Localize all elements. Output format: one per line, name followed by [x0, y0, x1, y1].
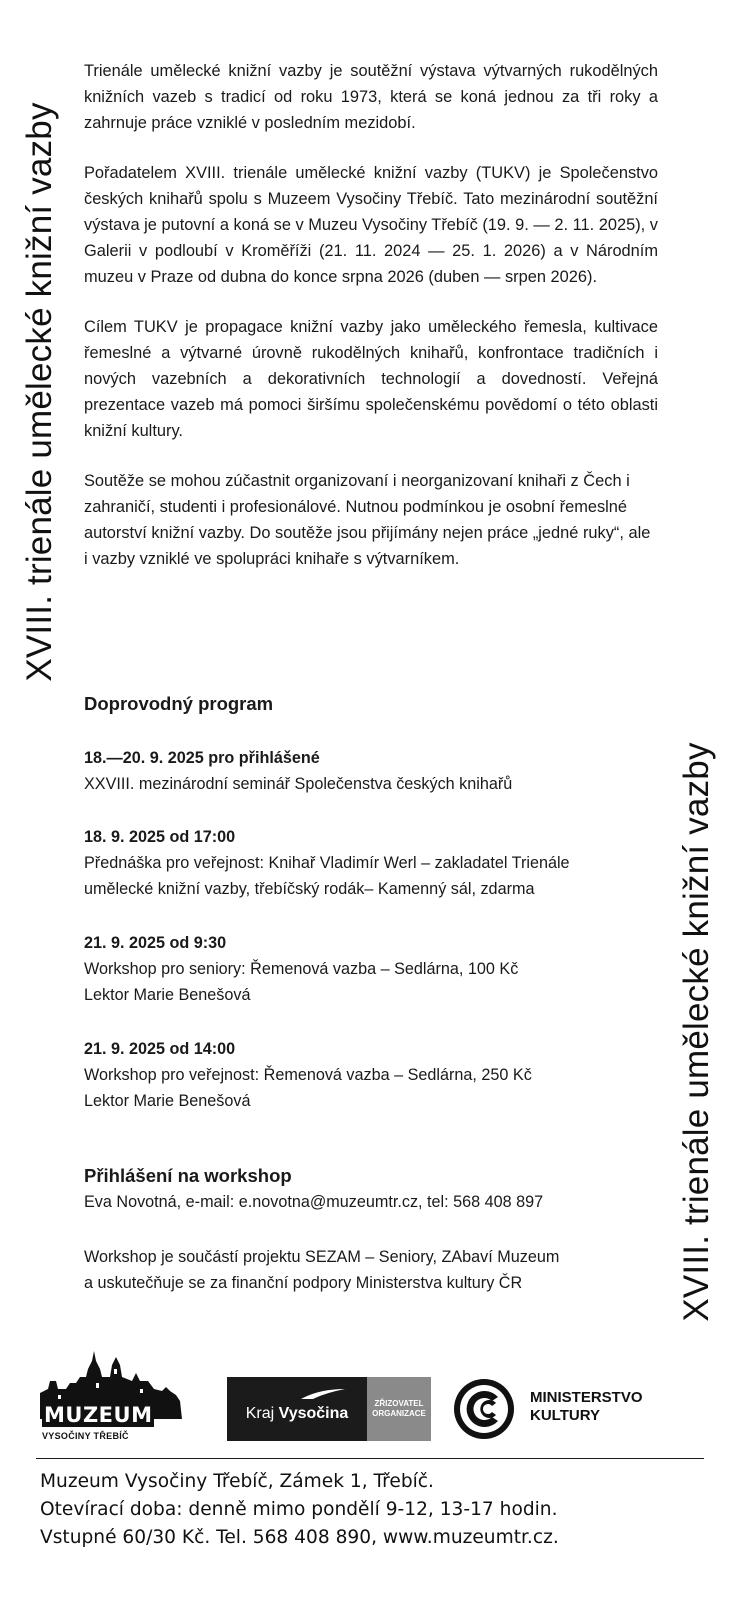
muzeum-logo [36, 1345, 184, 1445]
event-description: Přednáška pro veřejnost: Knihař Vladimír Werl – zakladatel Trienále [84, 854, 570, 872]
kraj-role-box [367, 1377, 431, 1441]
intro-text [84, 58, 658, 596]
event-description: Workshop pro veřejnost: Řemenová vazba – Sedlárna, 250 Kč [84, 1066, 532, 1084]
castle-silhouette-icon [36, 1345, 184, 1445]
event-date: 21. 9. 2025 od 9:30 [84, 934, 227, 952]
event-description: umělecké knižní vazby, třebíčský rodák– Kamenný sál, zdarma [84, 880, 535, 898]
paragraph-2: Pořadatelem XVIII. trienále umělecké knižní vazby (TUKV) je Společenstvo českých knihařů spolu s Muzeem Vysočiny Třebíč. Tato mezinárodní soutěžní výstava je putovní a koná se v Muzeu Vysočiny Třebíč (19. 9. — 2. 11. 2025), v Galerii v podloubí v Kroměříži (21. 11. 2024 — 25. 1. 2026) a v Národním muzeu v Praze od dubna do konce srpna 2026 (duben — srpen 2026). [84, 164, 658, 286]
event-date: 21. 9. 2025 od 14:00 [84, 1040, 236, 1058]
ministry-wordmark [530, 1389, 643, 1425]
event-date: 18.—20. 9. 2025 pro přihlášené [84, 749, 320, 767]
event-date: 18. 9. 2025 od 17:00 [84, 828, 236, 846]
footer-hours: Otevírací doba: denně mimo pondělí 9-12, 13-17 hodin. [40, 1499, 558, 1520]
footer-contact: Vstupné 60/30 Kč. Tel. 568 408 890, www.muzeumtr.cz. [40, 1527, 559, 1548]
event-lecturer: Lektor Marie Benešová [84, 986, 251, 1004]
ministerstvo-kultury-logo [452, 1377, 706, 1441]
note-line: a uskutečňuje se za finanční podpory Ministerstva kultury ČR [84, 1274, 523, 1292]
kraj-word1: Kraj [245, 1405, 275, 1422]
paragraph-3: Cílem TUKV je propagace knižní vazby jako uměleckého řemesla, kultivace řemeslné a výtvarné úrovně rukodělných knihařů, konfrontace tradičních i nových vazebních a dekorativních technologií a dovedností. Veřejná prezentace vazeb má pomoci širšímu společenskému povědomí o této oblasti knižní kultury. [84, 318, 658, 440]
kraj-role1: ZŘIZOVATEL [374, 1399, 424, 1408]
muzeum-logo-subtitle: VYSOČINY TŘEBÍČ [42, 1431, 129, 1441]
registration [84, 1163, 658, 1215]
mk-line1: MINISTERSTVO [530, 1389, 643, 1406]
funding-note [84, 1244, 658, 1296]
program-event-3 [84, 930, 658, 1008]
side-title-right: XVIII. trienále umělecké knižní vazby [677, 742, 716, 1322]
paragraph-1: Trienále umělecké knižní vazby je soutěžní výstava výtvarných rukodělných knižních vazeb s tradicí od roku 1973, která se koná jednou za tři roky a zahrnuje práce vzniklé v posledním mezidobí. [84, 62, 658, 132]
logo-strip [36, 1345, 706, 1445]
ministry-emblem-icon [452, 1377, 516, 1441]
registration-contact: Eva Novotná, e-mail: e.novotna@muzeumtr.cz, tel: 568 408 897 [84, 1193, 544, 1211]
kraj-role2: ORGANIZACE [372, 1409, 426, 1418]
paragraph-4: Soutěže se mohou zúčastnit organizovaní i neorganizovaní knihaři z Čech i zahraničí, studenti i profesionálové. Nutnou podmínkou je osobní řemeslné autorství knižní vazby. Do soutěže jsou přijímány nejen práce „jedné ruky“, ale i vazby vzniklé ve spolupráci knihaře s výtvarníkem. [84, 472, 651, 568]
muzeum-logo-word: MUZEUM [44, 1403, 153, 1427]
footer-address: Muzeum Vysočiny Třebíč, Zámek 1, Třebíč. [40, 1471, 434, 1492]
program-event-4 [84, 1036, 658, 1114]
program-title: Doprovodný program [84, 693, 274, 714]
event-description: Workshop pro seniory: Řemenová vazba – Sedlárna, 100 Kč [84, 960, 519, 978]
footer-divider [36, 1458, 704, 1459]
kraj-wordmark [246, 1405, 349, 1423]
registration-title: Přihlášení na workshop [84, 1165, 292, 1186]
event-description: XXVIII. mezinárodní seminář Společenstva českých knihařů [84, 775, 513, 793]
side-title-left: XVIII. trienále umělecké knižní vazby [20, 102, 59, 682]
kraj-vysocina-logo [227, 1377, 431, 1441]
program-event-2 [84, 824, 658, 902]
note-line: Workshop je součástí projektu SEZAM – Seniory, ZAbaví Muzeum [84, 1248, 560, 1266]
footer [40, 1468, 720, 1552]
swoosh-icon [299, 1387, 347, 1401]
mk-line2: KULTURY [530, 1407, 600, 1424]
program-event-1 [84, 745, 658, 797]
kraj-word2: Vysočina [278, 1405, 349, 1422]
kraj-vysocina-mark [227, 1377, 367, 1441]
event-lecturer: Lektor Marie Benešová [84, 1092, 251, 1110]
